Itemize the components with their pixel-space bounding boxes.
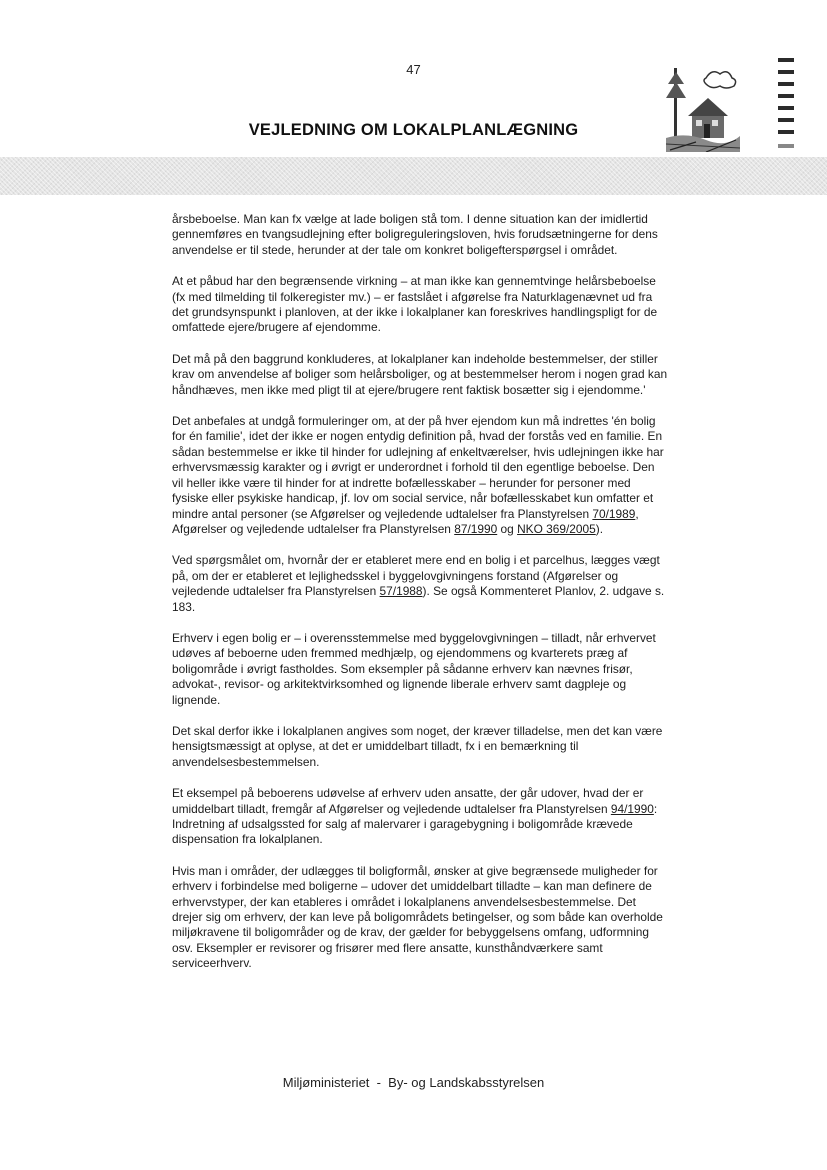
margin-bars (778, 58, 796, 153)
paragraph: Det skal derfor ikke i lokalplanen angives som noget, der kræver tilladelse, men det kan være hensigtsmæssigt at oplyse, at det er umiddelbart tilladt, fx i en bemærkning til anvendelsesbestemmelsen. (172, 723, 663, 769)
text-run: Et eksempel på beboerens udøvelse af erhverv uden ansatte, der går udover, hvad der er umiddelbart tilladt, fremgår af Afgørelser og vejledende udtalelser fra Planstyrelsen (172, 786, 644, 816)
text-run: , Afgørelser og vejledende udtalelser fra Planstyrelsen (172, 506, 639, 536)
body-text (172, 212, 668, 988)
page-number: 47 (406, 62, 421, 77)
header-band (0, 157, 827, 195)
paragraph: Det må på den baggrund konkluderes, at lokalplaner kan indeholde bestemmelser, der stiller krav om anvendelse af boliger som helårsboliger, og at bestemmelser herom i nogen grad kan håndhæves, men ikke med pligt til at ejere/brugere rent faktisk bosætter sig i ejendomme.' (172, 351, 668, 397)
reference-link[interactable]: 70/1989 (592, 506, 636, 521)
paragraph: Hvis man i områder, der udlægges til boligformål, ønsker at give begrænsede muligheder for erhverv i forbindelse med boligerne – udover det umiddelbart tilladte – kan man definere de erhvervstyper, der kan etableres i området i lokalplanens anvendelsesbestemmelse. Det drejer sig om erhverv, der kan leve på boligområdets betingelser, og som både kan overholde miljøkravene til boligområder og de krav, der gælder for bebyggelsens omfang, udformning osv. Eksempler er revisorer og frisører med flere ansatte, kunsthåndværkere samt serviceerhverv. (172, 863, 663, 971)
reference-link[interactable]: 57/1988 (379, 584, 423, 599)
paragraph (172, 414, 668, 537)
reference-link[interactable]: 87/1990 (454, 521, 498, 536)
paragraph: At et påbud har den begrænsende virkning – at man ikke kan gennemtvinge helårsbeboelse (fx med tilmelding til folkeregister mv.) – er fastslået i afgørelse fra Naturklagenævnet ud fra det grundsynspunkt i planloven, at der ikke i lokalplaner kan foreskrives handlingspligt for de omfattede ejere/brugere af ejendomme. (172, 274, 658, 335)
text-run: ). (595, 521, 603, 536)
text-run: og (497, 521, 518, 536)
paragraph (172, 786, 668, 848)
footer: Miljøministeriet - By- og Landskabsstyrelsen (282, 1075, 545, 1090)
paragraph: Erhverv i egen bolig er – i overensstemmelse med byggelovgivningen – tilladt, når erhvervet udøves af beboerne uden fremmed medhjælp, og ejendommens og kvarterets præg af boligområde i øvrigt fastholdes. Som eksempler på sådanne erhverv kan nævnes frisør, advokat-, revisor- og arkitektvirksomhed og lignende liberale erhverv samt dagpleje og lignende. (172, 630, 656, 707)
paragraph: årsbeboelse. Man kan fx vælge at lade boligen stå tom. I denne situation kan der imidlertid gennemføres en tvangsudlejning efter boligreguleringsloven, hvis forudsætningerne for dens anvendelse er til stede, herunder at der tale om konkret boligefterspørgsel i området. (172, 212, 658, 257)
text-run: Ved spørgsmålet om, hvornår der er etableret mere end en bolig i et parcelhus, lægges vægt på, om der er etableret et lejlighedsskel i byggelovgivningens forstand (Afgørelser og vejledende udtalelser fra Planstyrelsen (172, 553, 660, 599)
text-run: : Indretning af udsalgssted for salg af malervarer i garagebygning i boligområde krævede dispensation fra lokalplanen. (172, 801, 658, 847)
text-run: ). Se også Kommenteret Planlov, 2. udgave s. 183. (172, 584, 665, 614)
paragraph (172, 553, 668, 615)
reference-link[interactable]: 94/1990 (610, 801, 654, 816)
text-run: Det anbefales at undgå formuleringer om, at der på hver ejendom kun må indrettes 'én bolig for én familie', idet der ikke er nogen entydig definition på, hvad der forstås ved en familie. En sådan bestemmelse er ikke til hinder for udlejning af enkeltværelser, hvis udlejningen ikke har erhvervsmæssig karakter og i øvrigt er underordnet i forhold til den egentlige beboelse. Den vil heller ikke være til hinder for at indrette bofællesskaber – herunder for personer med fysiske eller psykiske handicap, jf. lov om social service, når bofællesskabet kun omfatter et mindre antal personer (se Afgørelser og vejledende udtalelser fra Planstyrelsen (172, 414, 664, 521)
reference-link[interactable]: NKO 369/2005 (517, 521, 596, 536)
document-title: VEJLEDNING OM LOKALPLANLÆGNING (248, 121, 579, 139)
house-landscape-logo (666, 64, 740, 152)
